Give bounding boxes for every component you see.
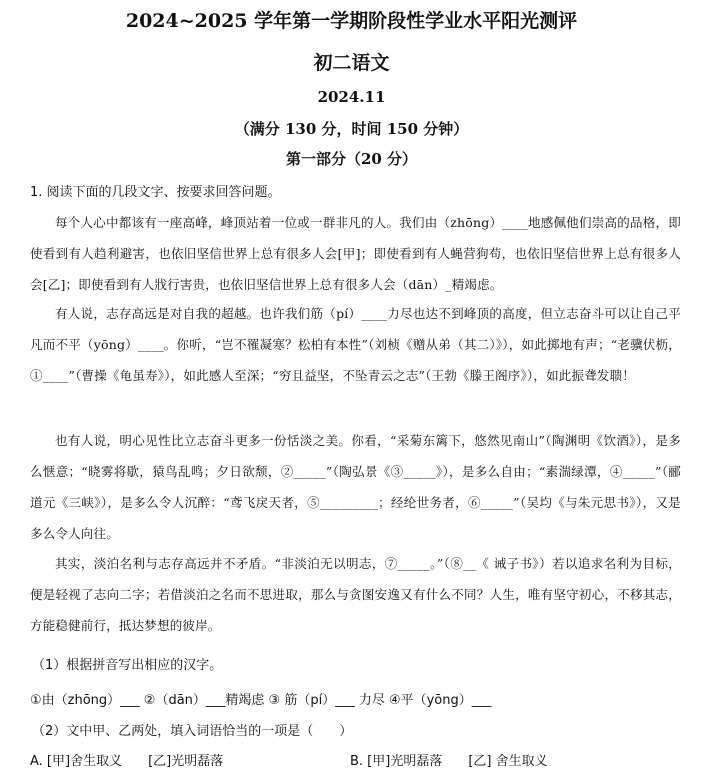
passage-paragraph-2: 有人说，志存高远是对自我的超越。也许我们筋（pí）____力尽也达不到峰顶的高度，但立志奋斗可以让自己平凡而不平（yōng）____。你听，“岂不罹凝寒？松柏有本性”（刘桢《赠从弟（其二）》），如此掷地有声；“老骥伏枥，①____”（曹操《龟虽寿》），如此感人至深；“穷且益坚，不坠青云之志”（王勃《滕王阁序》），如此振聋发聩！ xyxy=(30,306,681,383)
exam-info: （满分 130 分，时间 150 分钟） xyxy=(234,120,469,138)
passage-paragraph-4: 其实，淡泊名利与志存高远并不矛盾。“非淡泊无以明志，⑦_____。”（⑧__《 诫子书》）若以追求名利为目标，便是轻视了志向二字；若借淡泊之名而不思进取，那么与贪图安逸又有什么不同？人生，唯有坚守初心，不移其志，方能稳健前行，抵达梦想的彼岸。 xyxy=(30,556,681,633)
subquestion-2: （2）文中甲、乙两处，填入词语恰当的一项是（ ） xyxy=(32,724,353,739)
question-stem: 1. 阅读下面的几段文字、按要求回答问题。 xyxy=(30,185,281,200)
subquestion-1-items: ①由（zhōng）___ ②（dān）___精竭虑 ③ 筋（pí）___ 力尽 ④平（yōng）___ xyxy=(30,693,492,708)
part-heading: 第一部分（20 分） xyxy=(285,150,418,168)
subject-title: 初二语文 xyxy=(313,52,390,74)
option-b[interactable]: B. [甲]光明磊落 [乙] 舍生取义 xyxy=(350,754,548,769)
option-a[interactable]: A. [甲]舍生取义 [乙]光明磊落 xyxy=(30,754,224,769)
subquestion-1: （1）根据拼音写出相应的汉字。 xyxy=(32,658,223,673)
passage-paragraph-3: 也有人说，明心见性比立志奋斗更多一份恬淡之美。你看，“采菊东篱下，悠然见南山”（陶渊明《饮酒》），是多么惬意；“晓雾将歇，猿鸟乱鸣；夕日欲颓，②_____”（陶弘景《③_____》），是多么自由；“素湍绿潭，④_____”（郦道元《三峡》），是多么令人沉醉：“鸢飞戾天者，⑤_________；经纶世务者，⑥_____”（吴均《与朱元思书》），又是多么令人向往。 xyxy=(30,433,681,541)
passage-paragraph-1: 每个人心中都该有一座高峰，峰顶站着一位或一群非凡的人。我们由（zhōng）____地感佩他们崇高的品格，即使看到有人趋利避害，也依旧坚信世界上总有很多人会[甲]；即使看到有人蝇营狗苟，也依旧坚信世界上总有很多人会[乙]；即使看到有人戕行害贵，也依旧坚信世界上总有很多人会（dān）_精竭虑。 xyxy=(30,215,681,292)
exam-title: 2024~2025 学年第一学期阶段性学业水平阳光测评 xyxy=(125,10,578,32)
exam-date: 2024.11 xyxy=(317,88,386,106)
